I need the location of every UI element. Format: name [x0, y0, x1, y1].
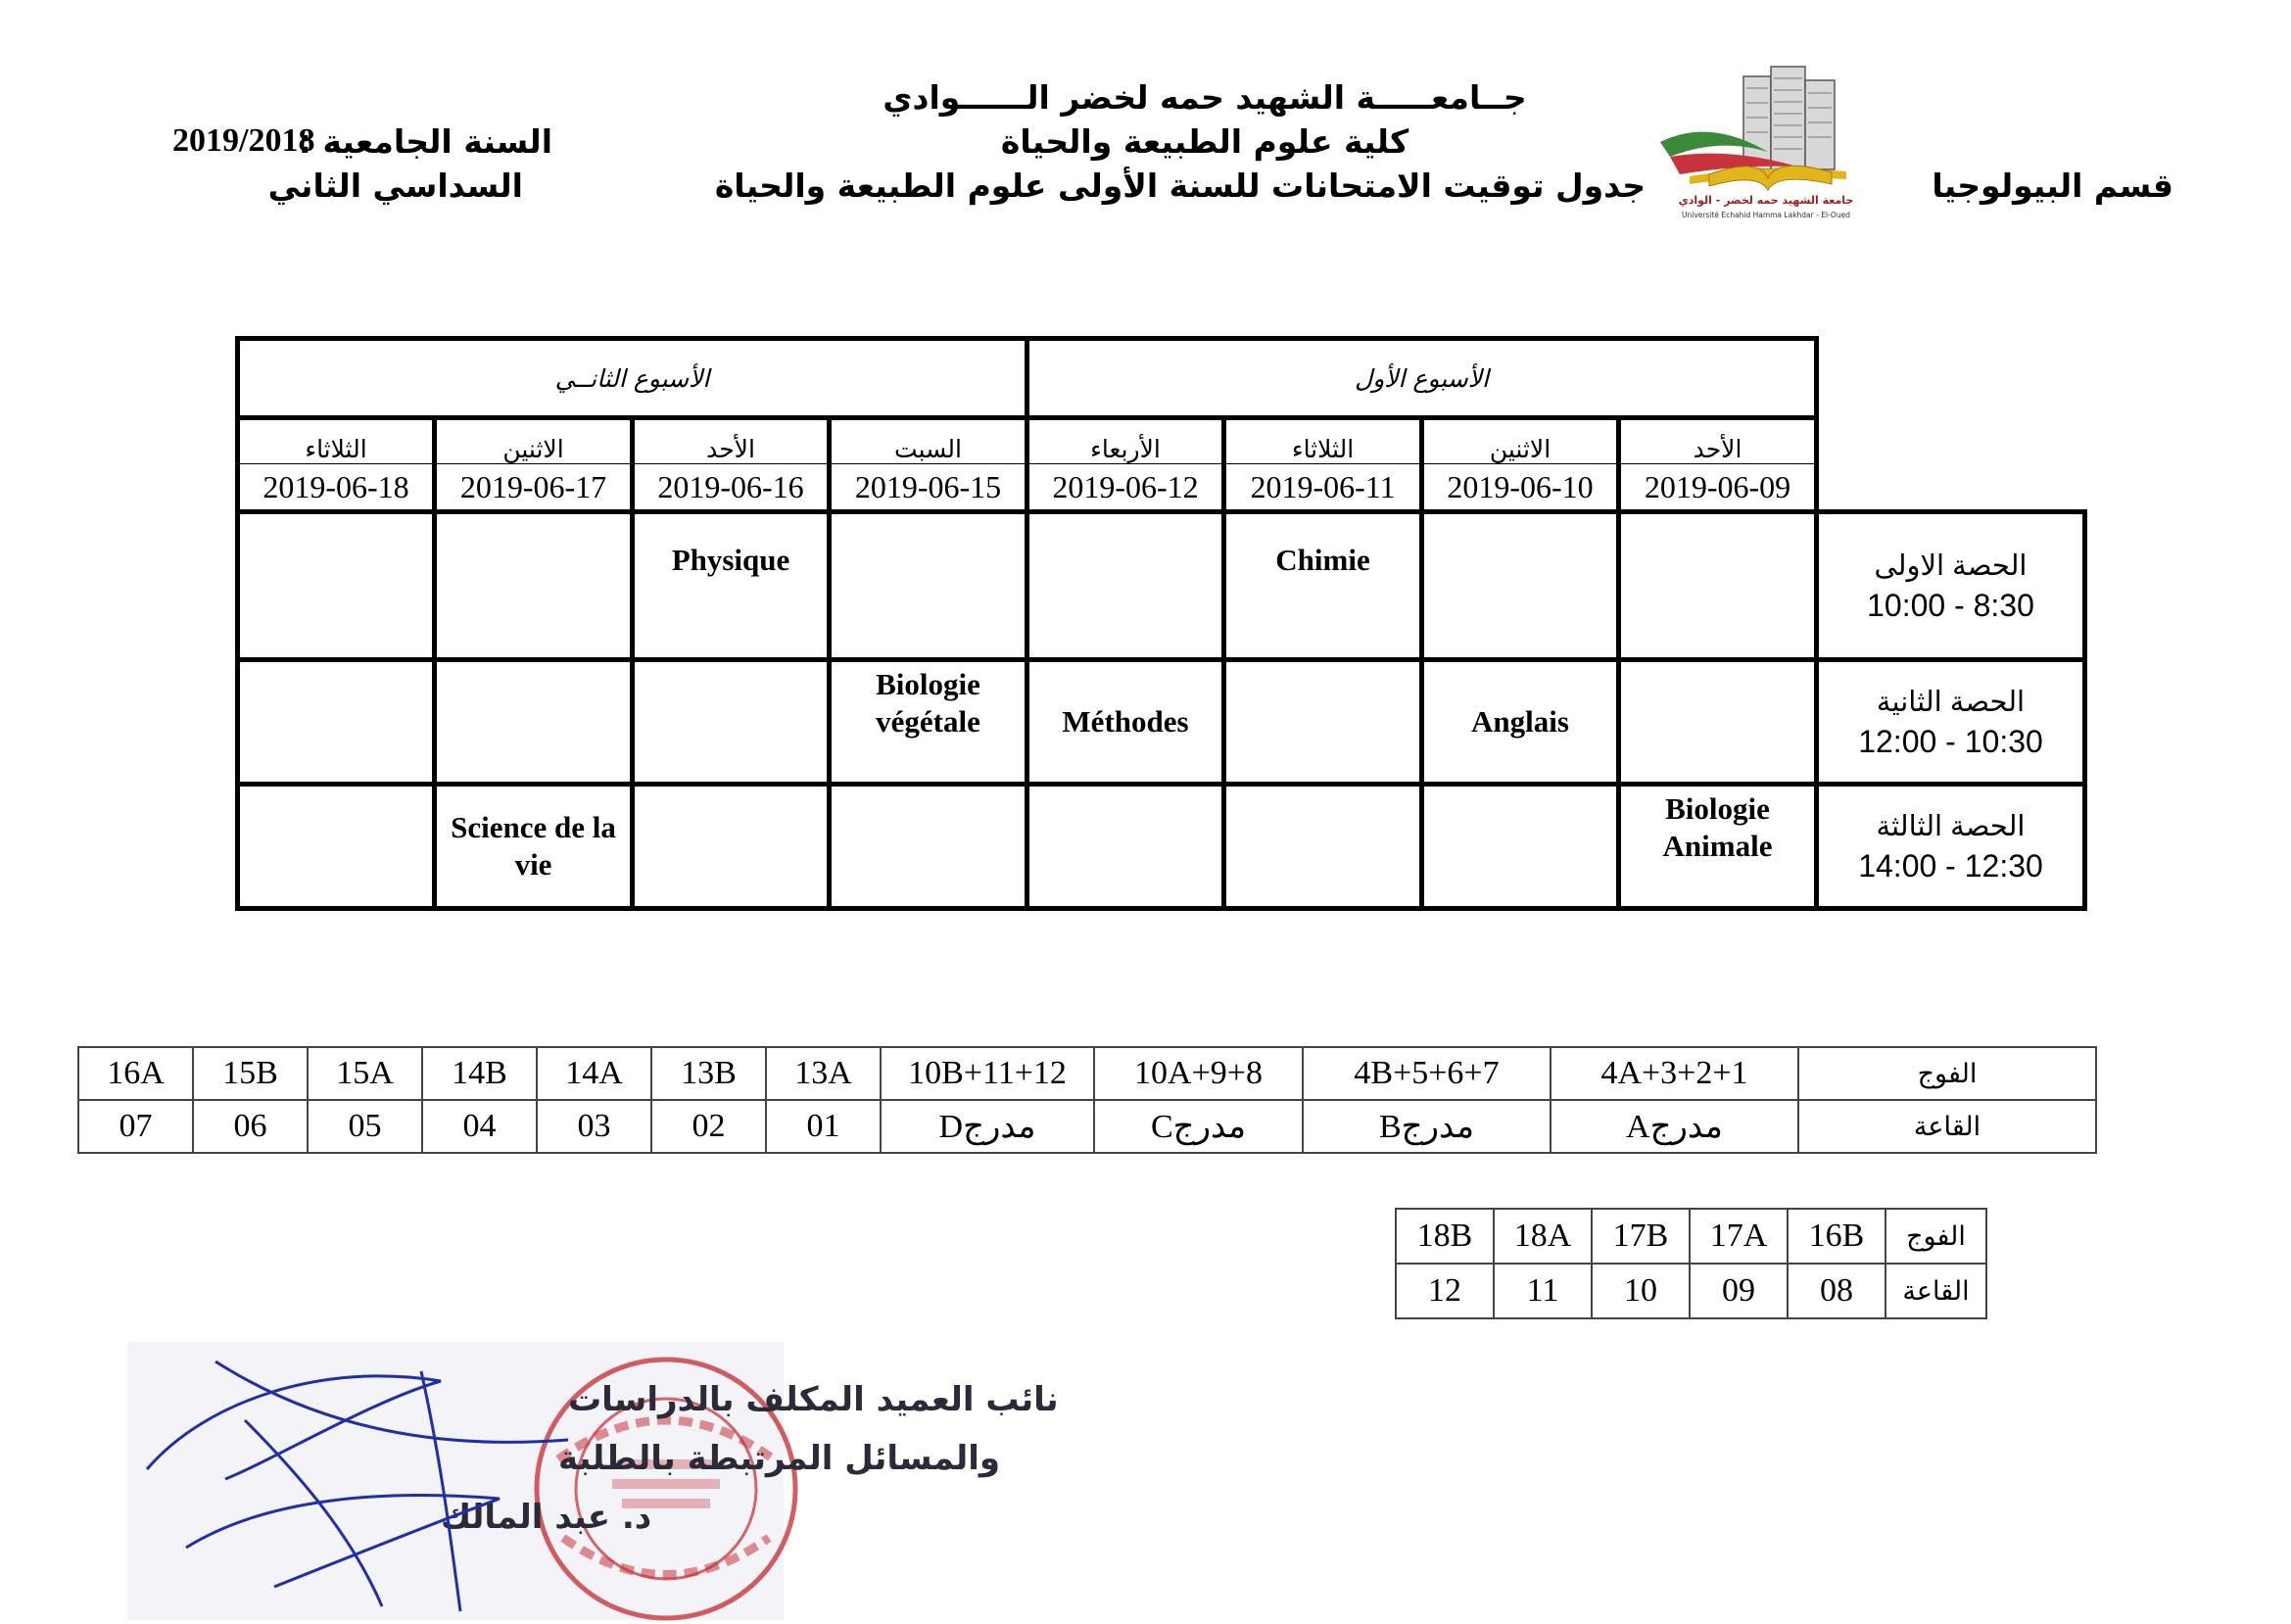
- university-logo-icon: [1650, 59, 1881, 225]
- exam-cell: Biologie Animale: [1619, 785, 1817, 909]
- week-1-header: الأسبوع الأول: [1027, 339, 1817, 418]
- room-cell: مدرجA: [1551, 1100, 1798, 1153]
- exam-cell: [238, 512, 435, 660]
- room-label: القاعة: [1798, 1100, 2096, 1153]
- exam-cell: Biologie végétale: [830, 660, 1027, 785]
- group-cell: 15B: [193, 1047, 308, 1100]
- room-cell: 11: [1494, 1264, 1592, 1318]
- day-date: 2019-06-17: [435, 464, 633, 512]
- room-cell: 04: [422, 1100, 537, 1153]
- exam-cell: [633, 785, 830, 909]
- svg-text:Université Echahid Hamma Lakhd: Université Echahid Hamma Lakhdar - El-Oued: [1682, 211, 1850, 219]
- exam-cell: Science de la vie: [435, 785, 633, 909]
- exam-cell: [435, 660, 633, 785]
- group-cell: 15A: [308, 1047, 422, 1100]
- group-cell: 16A: [78, 1047, 193, 1100]
- day-name: الاثنين: [1422, 418, 1619, 464]
- academic-year-value: 2019/2018: [172, 122, 315, 159]
- official-stamp-signature: [127, 1342, 1059, 1620]
- exam-cell: [238, 785, 435, 909]
- room-cell: 09: [1690, 1264, 1788, 1318]
- group-cell: 10B+11+12: [881, 1047, 1094, 1100]
- stamp-text-line-1: نائب العميد المكلف بالدراسات: [568, 1380, 1059, 1419]
- exam-cell: [1422, 512, 1619, 660]
- room-cell: 07: [78, 1100, 193, 1153]
- slot-label: [1817, 785, 2085, 909]
- groups-rooms-table-2: [1395, 1208, 1987, 1319]
- group-cell: 4B+5+6+7: [1303, 1047, 1551, 1100]
- exam-cell: [1224, 785, 1422, 909]
- exam-cell: [1619, 512, 1817, 660]
- room-cell: 10: [1592, 1264, 1690, 1318]
- slot-label: [1817, 660, 2085, 785]
- group-cell: 18B: [1396, 1209, 1494, 1264]
- day-date: 2019-06-11: [1224, 464, 1422, 512]
- academic-year-label: السنة الجامعية :: [298, 122, 552, 161]
- exam-cell: Chimie: [1224, 512, 1422, 660]
- exam-cell: [1619, 660, 1817, 785]
- group-cell: 16B: [1788, 1209, 1885, 1264]
- room-cell: 06: [193, 1100, 308, 1153]
- day-date: 2019-06-15: [830, 464, 1027, 512]
- room-cell: 03: [537, 1100, 651, 1153]
- room-cell: 08: [1788, 1264, 1885, 1318]
- group-label: الفوج: [1885, 1209, 1986, 1264]
- exam-cell: Méthodes: [1027, 660, 1224, 785]
- group-cell: 14A: [537, 1047, 651, 1100]
- groups-rooms-table-1: [77, 1046, 2097, 1154]
- department-name: قسم البيولوجيا: [1932, 167, 2173, 205]
- room-cell: 05: [308, 1100, 422, 1153]
- stamp-text-line-2: والمسائل المرتبطة بالطلبة: [558, 1439, 1001, 1478]
- exam-cell: [1027, 512, 1224, 660]
- slot-label: [1817, 512, 2085, 660]
- exam-cell: [1224, 660, 1422, 785]
- room-cell: مدرجB: [1303, 1100, 1551, 1153]
- stamp-text-line-3: د. عبد المالك: [441, 1498, 652, 1537]
- day-date: 2019-06-12: [1027, 464, 1224, 512]
- group-cell: 10A+9+8: [1094, 1047, 1303, 1100]
- slot-name: الحصة الثالثة: [1876, 811, 2026, 842]
- day-name: الثلاثاء: [238, 418, 435, 464]
- exam-cell: [435, 512, 633, 660]
- day-date: 2019-06-16: [633, 464, 830, 512]
- day-date: 2019-06-18: [238, 464, 435, 512]
- exam-cell: Anglais: [1422, 660, 1619, 785]
- exam-cell: [1422, 785, 1619, 909]
- group-cell: 17A: [1690, 1209, 1788, 1264]
- exam-cell: Physique: [633, 512, 830, 660]
- day-name: الاثنين: [435, 418, 633, 464]
- slot-time: 10:00 - 8:30: [1867, 588, 2034, 623]
- group-cell: 13B: [651, 1047, 766, 1100]
- room-cell: 02: [651, 1100, 766, 1153]
- slot-time: 14:00 - 12:30: [1858, 848, 2043, 884]
- room-cell: 01: [766, 1100, 881, 1153]
- day-name: الأربعاء: [1027, 418, 1224, 464]
- slot-name: الحصة الاولى: [1874, 550, 2028, 582]
- group-cell: 18A: [1494, 1209, 1592, 1264]
- group-label: الفوج: [1798, 1047, 2096, 1100]
- exam-cell: [830, 785, 1027, 909]
- svg-text:جامعة الشهيد حمه لخضر - الوادي: جامعة الشهيد حمه لخضر - الوادي: [1678, 194, 1854, 207]
- day-name: الأحد: [1619, 418, 1817, 464]
- schedule-title: جدول توقيت الامتحانات للسنة الأولى علوم الطبيعة والحياة: [714, 167, 1646, 205]
- room-label: القاعة: [1885, 1264, 1986, 1318]
- day-name: الثلاثاء: [1224, 418, 1422, 464]
- room-cell: مدرجC: [1094, 1100, 1303, 1153]
- exam-cell: [830, 512, 1027, 660]
- exam-cell: [1027, 785, 1224, 909]
- faculty-name: كلية علوم الطبيعة والحياة: [1000, 122, 1409, 161]
- day-name: الأحد: [633, 418, 830, 464]
- group-cell: 17B: [1592, 1209, 1690, 1264]
- day-date: 2019-06-10: [1422, 464, 1619, 512]
- group-cell: 13A: [766, 1047, 881, 1100]
- group-cell: 4A+3+2+1: [1551, 1047, 1798, 1100]
- room-cell: مدرجD: [881, 1100, 1094, 1153]
- slot-name: الحصة الثانية: [1876, 687, 2026, 718]
- university-name: جــامعـــــة الشهيد حمه لخضر الــــــوادي: [883, 78, 1527, 117]
- day-name: السبت: [830, 418, 1027, 464]
- group-cell: 14B: [422, 1047, 537, 1100]
- room-cell: 12: [1396, 1264, 1494, 1318]
- exam-cell: [633, 660, 830, 785]
- day-date: 2019-06-09: [1619, 464, 1817, 512]
- semester-label: السداسي الثاني: [267, 167, 523, 205]
- exam-schedule-table: [235, 336, 2087, 911]
- slot-time: 12:00 - 10:30: [1858, 724, 2043, 759]
- exam-cell: [238, 660, 435, 785]
- week-2-header: الأسبوع الثانــي: [238, 339, 1027, 418]
